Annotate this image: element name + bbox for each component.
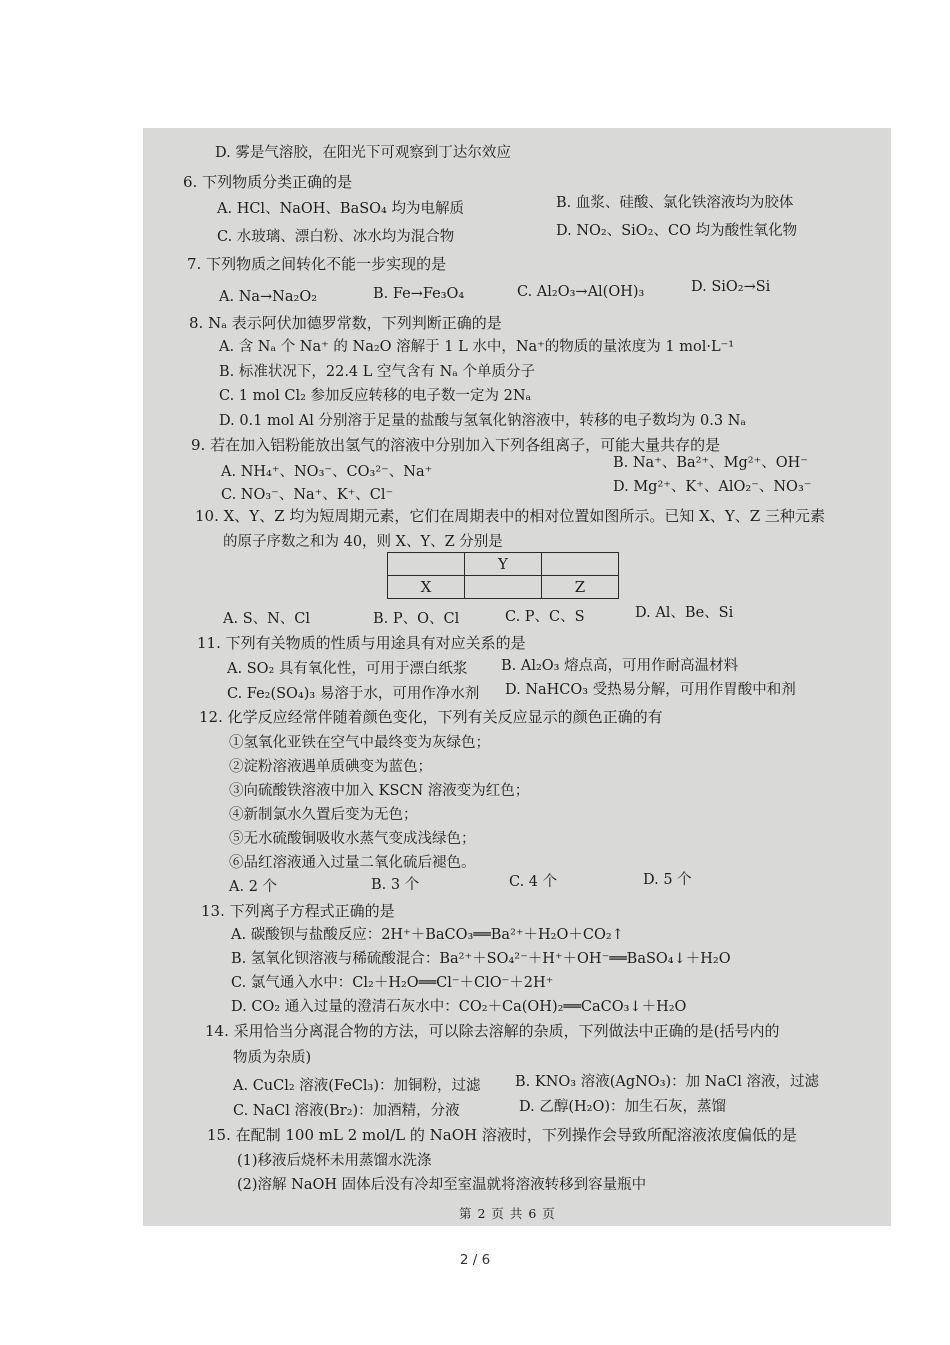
q9-option-a: A. NH₄⁺、NO₃⁻、CO₃²⁻、Na⁺	[221, 464, 433, 480]
q11-option-a: A. SO₂ 具有氧化性，可用于漂白纸浆	[227, 661, 468, 677]
q14-stem-cont: 物质为杂质)	[233, 1050, 312, 1066]
q9-option-d: D. Mg²⁺、K⁺、AlO₂⁻、NO₃⁻	[613, 479, 812, 495]
q13-option-a: A. 碳酸钡与盐酸反应：2H⁺＋BaCO₃══Ba²⁺＋H₂O＋CO₂↑	[231, 927, 624, 943]
q7-option-a: A. Na→Na₂O₂	[219, 289, 318, 305]
q6-option-d: D. NO₂、SiO₂、CO 均为酸性氧化物	[556, 223, 798, 239]
q12-item-3: ③向硫酸铁溶液中加入 KSCN 溶液变为红色；	[229, 783, 530, 799]
q12-stem: 12. 化学反应经常伴随着颜色变化，下列有关反应显示的颜色正确的有	[199, 708, 663, 726]
q13-option-b: B. 氢氧化钡溶液与稀硫酸混合：Ba²⁺＋SO₄²⁻＋H⁺＋OH⁻══BaSO₄↓＋H₂O	[231, 951, 731, 967]
q10-stem: 10. X、Y、Z 均为短周期元素，它们在周期表中的相对位置如图所示。已知 X、Y、Z 三种元素	[195, 507, 825, 525]
q14-option-d: D. 乙醇(H₂O)：加生石灰，蒸馏	[519, 1099, 726, 1115]
periodic-position-table	[387, 552, 619, 599]
q10-option-d: D. Al、Be、Si	[635, 605, 734, 621]
q15-item-1: (1)移液后烧杯未用蒸馏水洗涤	[237, 1153, 432, 1169]
q10-option-b: B. P、O、Cl	[373, 611, 460, 627]
q12-item-1: ①氢氧化亚铁在空气中最终变为灰绿色；	[229, 735, 490, 751]
q9-option-b: B. Na⁺、Ba²⁺、Mg²⁺、OH⁻	[613, 455, 808, 471]
q13-stem: 13. 下列离子方程式正确的是	[201, 902, 395, 920]
q10-option-a: A. S、N、Cl	[223, 611, 311, 627]
q13-option-c: C. 氯气通入水中：Cl₂＋H₂O══Cl⁻＋ClO⁻＋2H⁺	[231, 975, 554, 991]
q12-option-a: A. 2 个	[229, 879, 278, 895]
q12-item-2: ②淀粉溶液遇单质碘变为蓝色；	[229, 759, 432, 775]
q9-option-c: C. NO₃⁻、Na⁺、K⁺、Cl⁻	[221, 487, 394, 503]
table-cell	[388, 553, 465, 576]
q14-option-b: B. KNO₃ 溶液(AgNO₃)：加 NaCl 溶液，过滤	[515, 1074, 819, 1090]
q13-option-d: D. CO₂ 通入过量的澄清石灰水中：CO₂＋Ca(OH)₂══CaCO₃↓＋H₂O	[231, 999, 687, 1015]
q7-option-d: D. SiO₂→Si	[691, 279, 771, 295]
q6-option-c: C. 水玻璃、漂白粉、冰水均为混合物	[217, 229, 455, 245]
q5-option-d: D. 雾是气溶胶，在阳光下可观察到丁达尔效应	[215, 145, 511, 161]
q12-option-d: D. 5 个	[643, 872, 692, 888]
q12-item-4: ④新制氯水久置后变为无色；	[229, 807, 418, 823]
q11-option-c: C. Fe₂(SO₄)₃ 易溶于水，可用作净水剂	[227, 686, 480, 702]
table-cell-x: X	[388, 576, 465, 599]
q6-option-b: B. 血浆、硅酸、氯化铁溶液均为胶体	[556, 195, 794, 211]
q10-stem-cont: 的原子序数之和为 40，则 X、Y、Z 分别是	[223, 534, 503, 550]
exam-page-photo	[143, 128, 891, 1226]
q12-option-b: B. 3 个	[371, 877, 420, 893]
table-cell-z: Z	[542, 576, 619, 599]
q7-stem: 7. 下列物质之间转化不能一步实现的是	[187, 255, 447, 273]
q10-option-c: C. P、C、S	[505, 609, 585, 625]
q11-option-d: D. NaHCO₃ 受热易分解，可用作胃酸中和剂	[505, 682, 796, 698]
q8-option-a: A. 含 Nₐ 个 Na⁺ 的 Na₂O 溶解于 1 L 水中，Na⁺的物质的量浓度为 1 mol·L⁻¹	[219, 339, 735, 355]
q12-item-6: ⑥品红溶液通入过量二氧化硫后褪色。	[229, 855, 476, 871]
page-indicator: 2 / 6	[459, 1252, 491, 1268]
q8-stem: 8. Nₐ 表示阿伏加德罗常数，下列判断正确的是	[189, 314, 502, 332]
q11-stem: 11. 下列有关物质的性质与用途具有对应关系的是	[197, 634, 526, 652]
q15-stem: 15. 在配制 100 mL 2 mol/L 的 NaOH 溶液时，下列操作会导致所配溶液浓度偏低的是	[207, 1126, 797, 1144]
q15-item-2: (2)溶解 NaOH 固体后没有冷却至室温就将溶液转移到容量瓶中	[237, 1177, 647, 1193]
table-cell	[542, 553, 619, 576]
q6-option-a: A. HCl、NaOH、BaSO₄ 均为电解质	[217, 201, 464, 217]
q12-item-5: ⑤无水硫酸铜吸收水蒸气变成浅绿色；	[229, 831, 476, 847]
q14-option-c: C. NaCl 溶液(Br₂)：加酒精，分液	[233, 1103, 460, 1119]
q14-option-a: A. CuCl₂ 溶液(FeCl₃)：加铜粉，过滤	[233, 1078, 481, 1094]
q14-stem: 14. 采用恰当分离混合物的方法，可以除去溶解的杂质，下列做法中正确的是(括号内的	[205, 1022, 780, 1040]
q7-option-c: C. Al₂O₃→Al(OH)₃	[517, 284, 645, 300]
q6-stem: 6. 下列物质分类正确的是	[183, 173, 353, 191]
q8-option-b: B. 标准状况下，22.4 L 空气含有 Nₐ 个单质分子	[219, 364, 536, 380]
page-footer: 第 2 页 共 6 页	[459, 1206, 556, 1221]
q8-option-c: C. 1 mol Cl₂ 参加反应转移的电子数一定为 2Nₐ	[219, 388, 532, 404]
table-cell-y: Y	[465, 553, 542, 576]
q9-stem: 9. 若在加入铝粉能放出氢气的溶液中分别加入下列各组离子，可能大量共存的是	[191, 436, 721, 454]
q11-option-b: B. Al₂O₃ 熔点高，可用作耐高温材料	[501, 658, 739, 674]
q7-option-b: B. Fe→Fe₃O₄	[373, 286, 465, 302]
table-cell	[465, 576, 542, 599]
q12-option-c: C. 4 个	[509, 874, 558, 890]
q8-option-d: D. 0.1 mol Al 分别溶于足量的盐酸与氢氧化钠溶液中，转移的电子数均为 0.3 Nₐ	[219, 413, 746, 429]
